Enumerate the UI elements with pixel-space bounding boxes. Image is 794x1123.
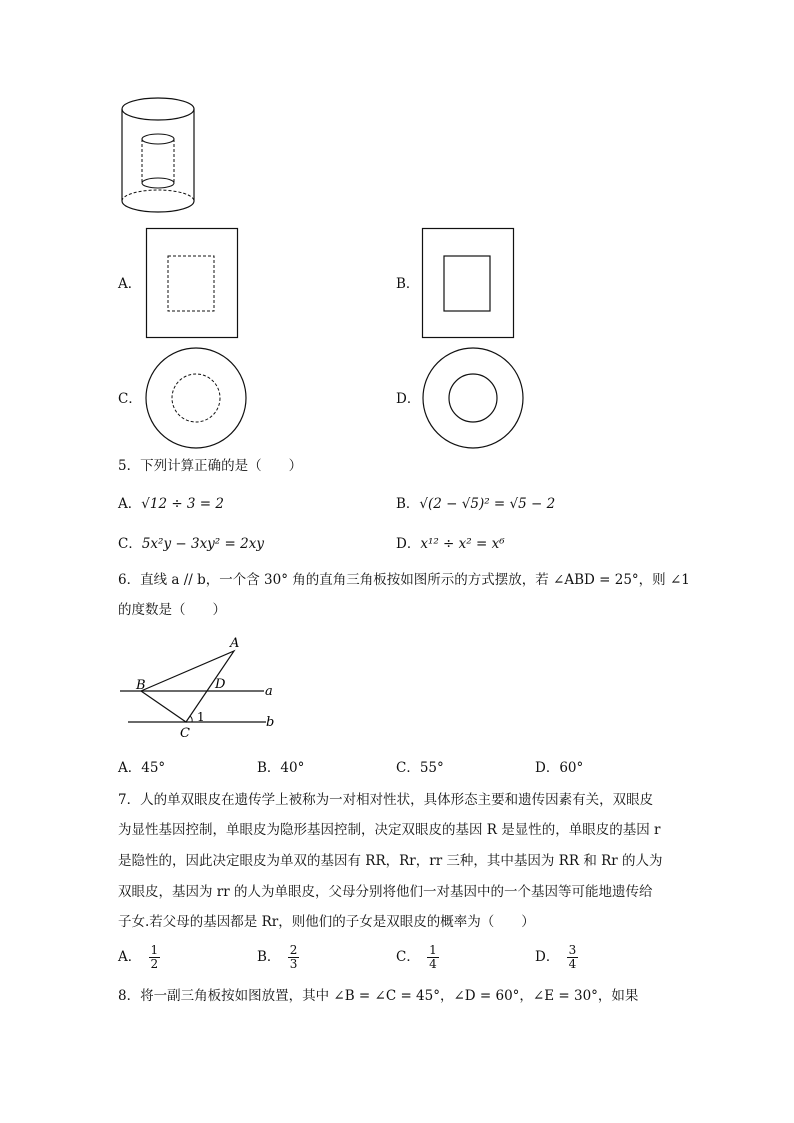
q7-option-c-fraction — [428, 944, 438, 971]
q6-option-b[interactable]: B．40° — [257, 760, 305, 776]
q6-option-c[interactable]: C．55° — [396, 760, 444, 776]
q4-option-b-figure[interactable] — [422, 228, 514, 338]
q7-line5: 子女.若父母的基因都是 Rr，则他们的子女是双眼皮的概率为（ ） — [118, 914, 535, 930]
q7-option-c-den: 4 — [429, 957, 437, 971]
q5-option-d-expr: x¹² ÷ x² = x⁶ — [420, 536, 505, 552]
q4-option-d-label[interactable]: D． — [396, 391, 421, 407]
q7-option-b-label: B． — [257, 949, 281, 965]
q7-option-c-num: 1 — [429, 943, 437, 957]
q4-option-c-label[interactable]: C． — [118, 391, 142, 407]
q6-label-b: b — [266, 715, 275, 730]
q4-option-b-label[interactable]: B． — [396, 276, 420, 292]
q5-option-b[interactable] — [396, 494, 555, 514]
q5-option-b-expr: √(2 − √5)² = √5 − 2 — [419, 496, 556, 512]
q7-line4: 双眼皮，基因为 rr 的人为单眼皮，父母分别将他们一对基因中的一个基因等可能地遗传给 — [118, 884, 653, 900]
q7-option-d-label: D． — [535, 949, 560, 965]
q7-option-a-fraction — [150, 944, 160, 971]
q5-option-b-label: B． — [396, 496, 420, 512]
q6-stem-line2: 的度数是（ ） — [118, 602, 226, 618]
q7-option-c-label: C． — [396, 949, 420, 965]
q7-option-b-den: 3 — [289, 957, 298, 971]
q5-option-d[interactable] — [396, 534, 505, 554]
q7-option-d-num: 3 — [568, 943, 577, 957]
q6-label-1: 1 — [197, 710, 205, 724]
q6-option-a[interactable]: A．45° — [118, 760, 166, 776]
q4-option-a-figure[interactable] — [146, 228, 238, 338]
q7-option-a-label: A． — [118, 949, 142, 965]
q7-option-d-fraction — [568, 944, 578, 971]
q5-option-d-label: D． — [396, 536, 421, 552]
q7-option-d-den: 4 — [568, 957, 577, 971]
q5-option-a[interactable] — [118, 494, 224, 514]
q6-option-d[interactable]: D．60° — [535, 760, 584, 776]
q6-stem-line1: 6．直线 a // b，一个含 30° 角的直角三角板按如图所示的方式摆放，若 ∠ABD = 25°，则 ∠1 — [118, 572, 690, 588]
q5-stem: 5．下列计算正确的是（ ） — [118, 458, 303, 474]
q7-option-a-num: 1 — [150, 943, 159, 957]
q4-option-c-figure[interactable] — [145, 347, 247, 449]
q6-figure — [118, 634, 288, 744]
q7-option-a-den: 2 — [150, 957, 159, 971]
q6-label-a: a — [265, 684, 273, 699]
q7-option-b-num: 2 — [289, 943, 298, 957]
q7-line2: 为显性基因控制，单眼皮为隐形基因控制，决定双眼皮的基因 R 是显性的，单眼皮的基因 r — [118, 822, 661, 838]
q7-line3: 是隐性的，因此决定眼皮为单双的基因有 RR，Rr，rr 三种，其中基因为 RR 和 Rr 的人为 — [118, 853, 663, 869]
q5-option-a-label: A． — [118, 496, 142, 512]
q5-option-c-expr: 5x²y − 3xy² = 2xy — [141, 536, 264, 552]
q7-line1: 7．人的单双眼皮在遗传学上被称为一对相对性状，具体形态主要和遗传因素有关，双眼皮 — [118, 792, 654, 808]
q7-option-a[interactable] — [118, 944, 159, 971]
q7-option-d[interactable] — [535, 944, 577, 971]
q5-option-a-expr: √12 ÷ 3 = 2 — [141, 496, 224, 512]
q6-label-C: C — [180, 726, 190, 741]
q6-label-B: B — [136, 678, 146, 693]
q5-option-c-label: C． — [118, 536, 142, 552]
q6-label-D: D — [215, 677, 226, 692]
q7-option-c[interactable] — [396, 944, 438, 971]
q7-option-b-fraction — [289, 944, 299, 971]
q8-stem: 8．将一副三角板按如图放置，其中 ∠B = ∠C = 45°，∠D = 60°，∠E = 30°，如果 — [118, 988, 639, 1004]
q4-option-d-figure[interactable] — [422, 347, 524, 449]
cylinder-figure — [118, 95, 202, 217]
q6-label-A: A — [230, 636, 240, 651]
q5-option-c[interactable] — [118, 534, 264, 554]
q7-option-b[interactable] — [257, 944, 298, 971]
q4-option-a-label[interactable]: A． — [118, 276, 142, 292]
